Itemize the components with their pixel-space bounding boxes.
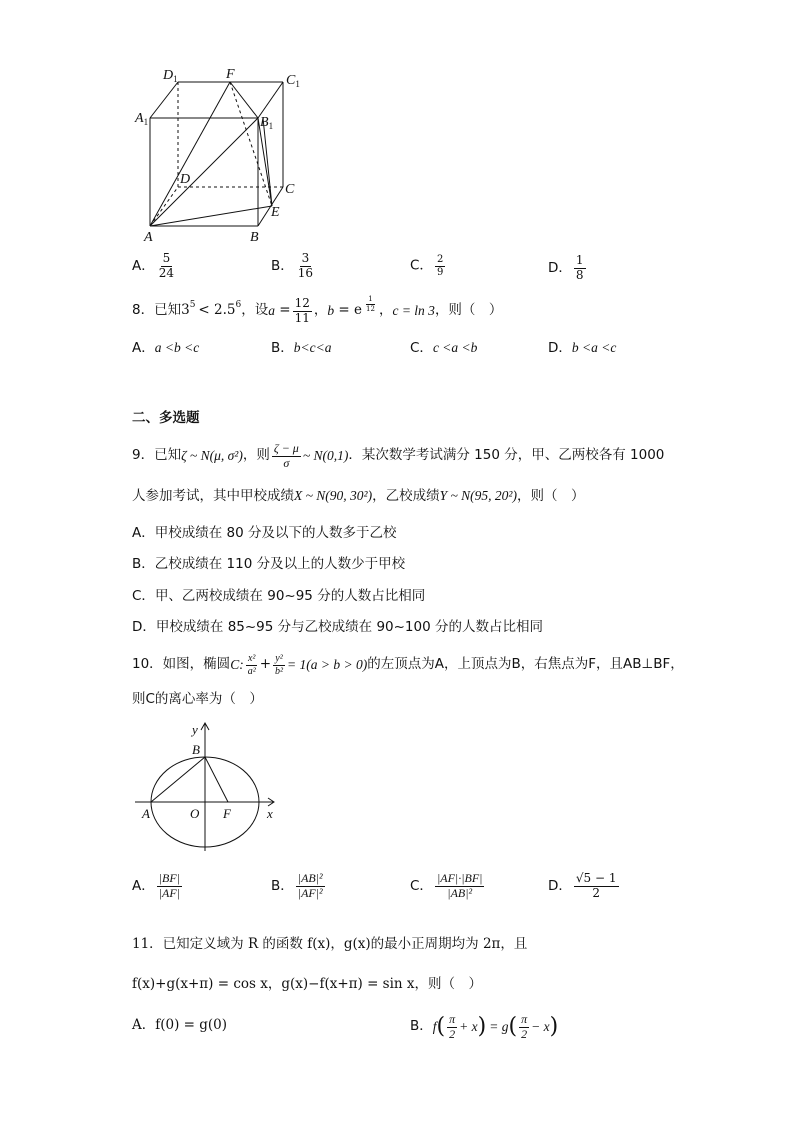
- q7-option-c[interactable]: C． $\frac{2}{9}$: [410, 254, 444, 278]
- label-F: F: [226, 67, 235, 82]
- q10-stem-line1: 10．如图，椭圆 C: $\frac{\text{x²}}{\text{a²}}$ + $\frac{\text{y²}}{\text{b²}}$ = 1(a > b > 0) 的左顶点为A，上顶点为B，右焦点为F，且AB⊥BF，: [132, 653, 684, 677]
- ellipse-figure: [130, 718, 280, 858]
- q9-stem-line2: 人参加考试，其中甲校成绩X ~ N(90, 30²)，乙校成绩Y ~ N(95, 20²)，则（ ）: [132, 488, 585, 504]
- label-B1: $B_1$: [260, 115, 274, 131]
- label-C1: $C_1$: [286, 73, 300, 89]
- section-heading: 二、多选题: [132, 410, 200, 426]
- label-D1: $D_1$: [163, 68, 178, 84]
- label-A1: $A_1$: [135, 111, 149, 127]
- q11-stem-line2: f(x)+g(x+π) = cos x，g(x)−f(x+π) = sin x，则（ ）: [132, 976, 483, 992]
- q10-option-d[interactable]: D． $\frac{√5 - 1}{2}$: [548, 871, 617, 900]
- q8-stem: 8．已知 3 $^5$ < 2.5 $^6$ ，设 a = $\frac{12}{11}$ ， b = e $\frac{1}{12}$ ， c = ln 3 ，则（ ）: [132, 295, 503, 325]
- label-A: A: [144, 230, 153, 245]
- axis-label-y: y: [192, 722, 198, 737]
- q11-option-b[interactable]: B． f ( $\frac{\pi}{2}$ + x ) = g ( $\frac{\pi}{2}$ − x ): [410, 1011, 559, 1041]
- q10-option-b[interactable]: B． $\frac{\text{|AB|²}}{\text{|AF|²}}$: [271, 871, 323, 900]
- label-F: F: [223, 806, 231, 821]
- label-C: C: [285, 182, 295, 197]
- q8-option-c[interactable]: C．c <a <b: [410, 340, 478, 356]
- q7-option-b[interactable]: B． $\frac{3}{16}$: [271, 251, 314, 280]
- q8-option-b[interactable]: B．b<c<a: [271, 340, 332, 356]
- q8-option-a[interactable]: A．a <b <c: [132, 340, 200, 356]
- q8-option-d[interactable]: D．b <a <c: [548, 340, 617, 356]
- q9-option-c[interactable]: C．甲、乙两校成绩在 90~95 分的人数占比相同: [132, 588, 426, 604]
- q11-option-a[interactable]: A．f(0) = g(0): [132, 1017, 228, 1033]
- label-B: B: [192, 742, 200, 757]
- q7-option-d[interactable]: D． $\frac{1}{8}$: [548, 253, 584, 282]
- label-A: A: [142, 806, 150, 821]
- label-D: D: [180, 172, 191, 187]
- axis-label-x: x: [267, 806, 273, 821]
- q11-stem-line1: 11．已知定义域为 R 的函数 f(x)，g(x)的最小正周期均为 2π，且: [132, 936, 528, 952]
- q10-option-a[interactable]: A． $\frac{|BF|}{|AF|}$: [132, 871, 181, 900]
- q10-stem-line2: 则C的离心率为（ ）: [132, 691, 263, 707]
- q7-option-a[interactable]: A． $\frac{5}{24}$: [132, 251, 175, 280]
- label-B: B: [250, 230, 259, 245]
- label-E: E: [271, 205, 280, 220]
- q10-option-c[interactable]: C． $\frac{|AF|\cdot|BF|}{\text{|AB|²}}$: [410, 871, 483, 900]
- q9-option-b[interactable]: B．乙校成绩在 110 分及以上的人数少于甲校: [132, 556, 406, 572]
- label-O: O: [190, 806, 200, 821]
- q9-option-a[interactable]: A．甲校成绩在 80 分及以下的人数多于乙校: [132, 525, 397, 541]
- cube-figure: [130, 60, 310, 250]
- q9-stem-line1: 9．已知 ζ ~ N(μ, σ²) ，则 $\frac{\zeta - \mu}{\sigma}$ ~ N(0,1) ．某次数学考试满分 150 分，甲、乙两校各有 1000: [132, 440, 665, 470]
- q9-option-d[interactable]: D．甲校成绩在 85~95 分与乙校成绩在 90~100 分的人数占比相同: [132, 619, 543, 635]
